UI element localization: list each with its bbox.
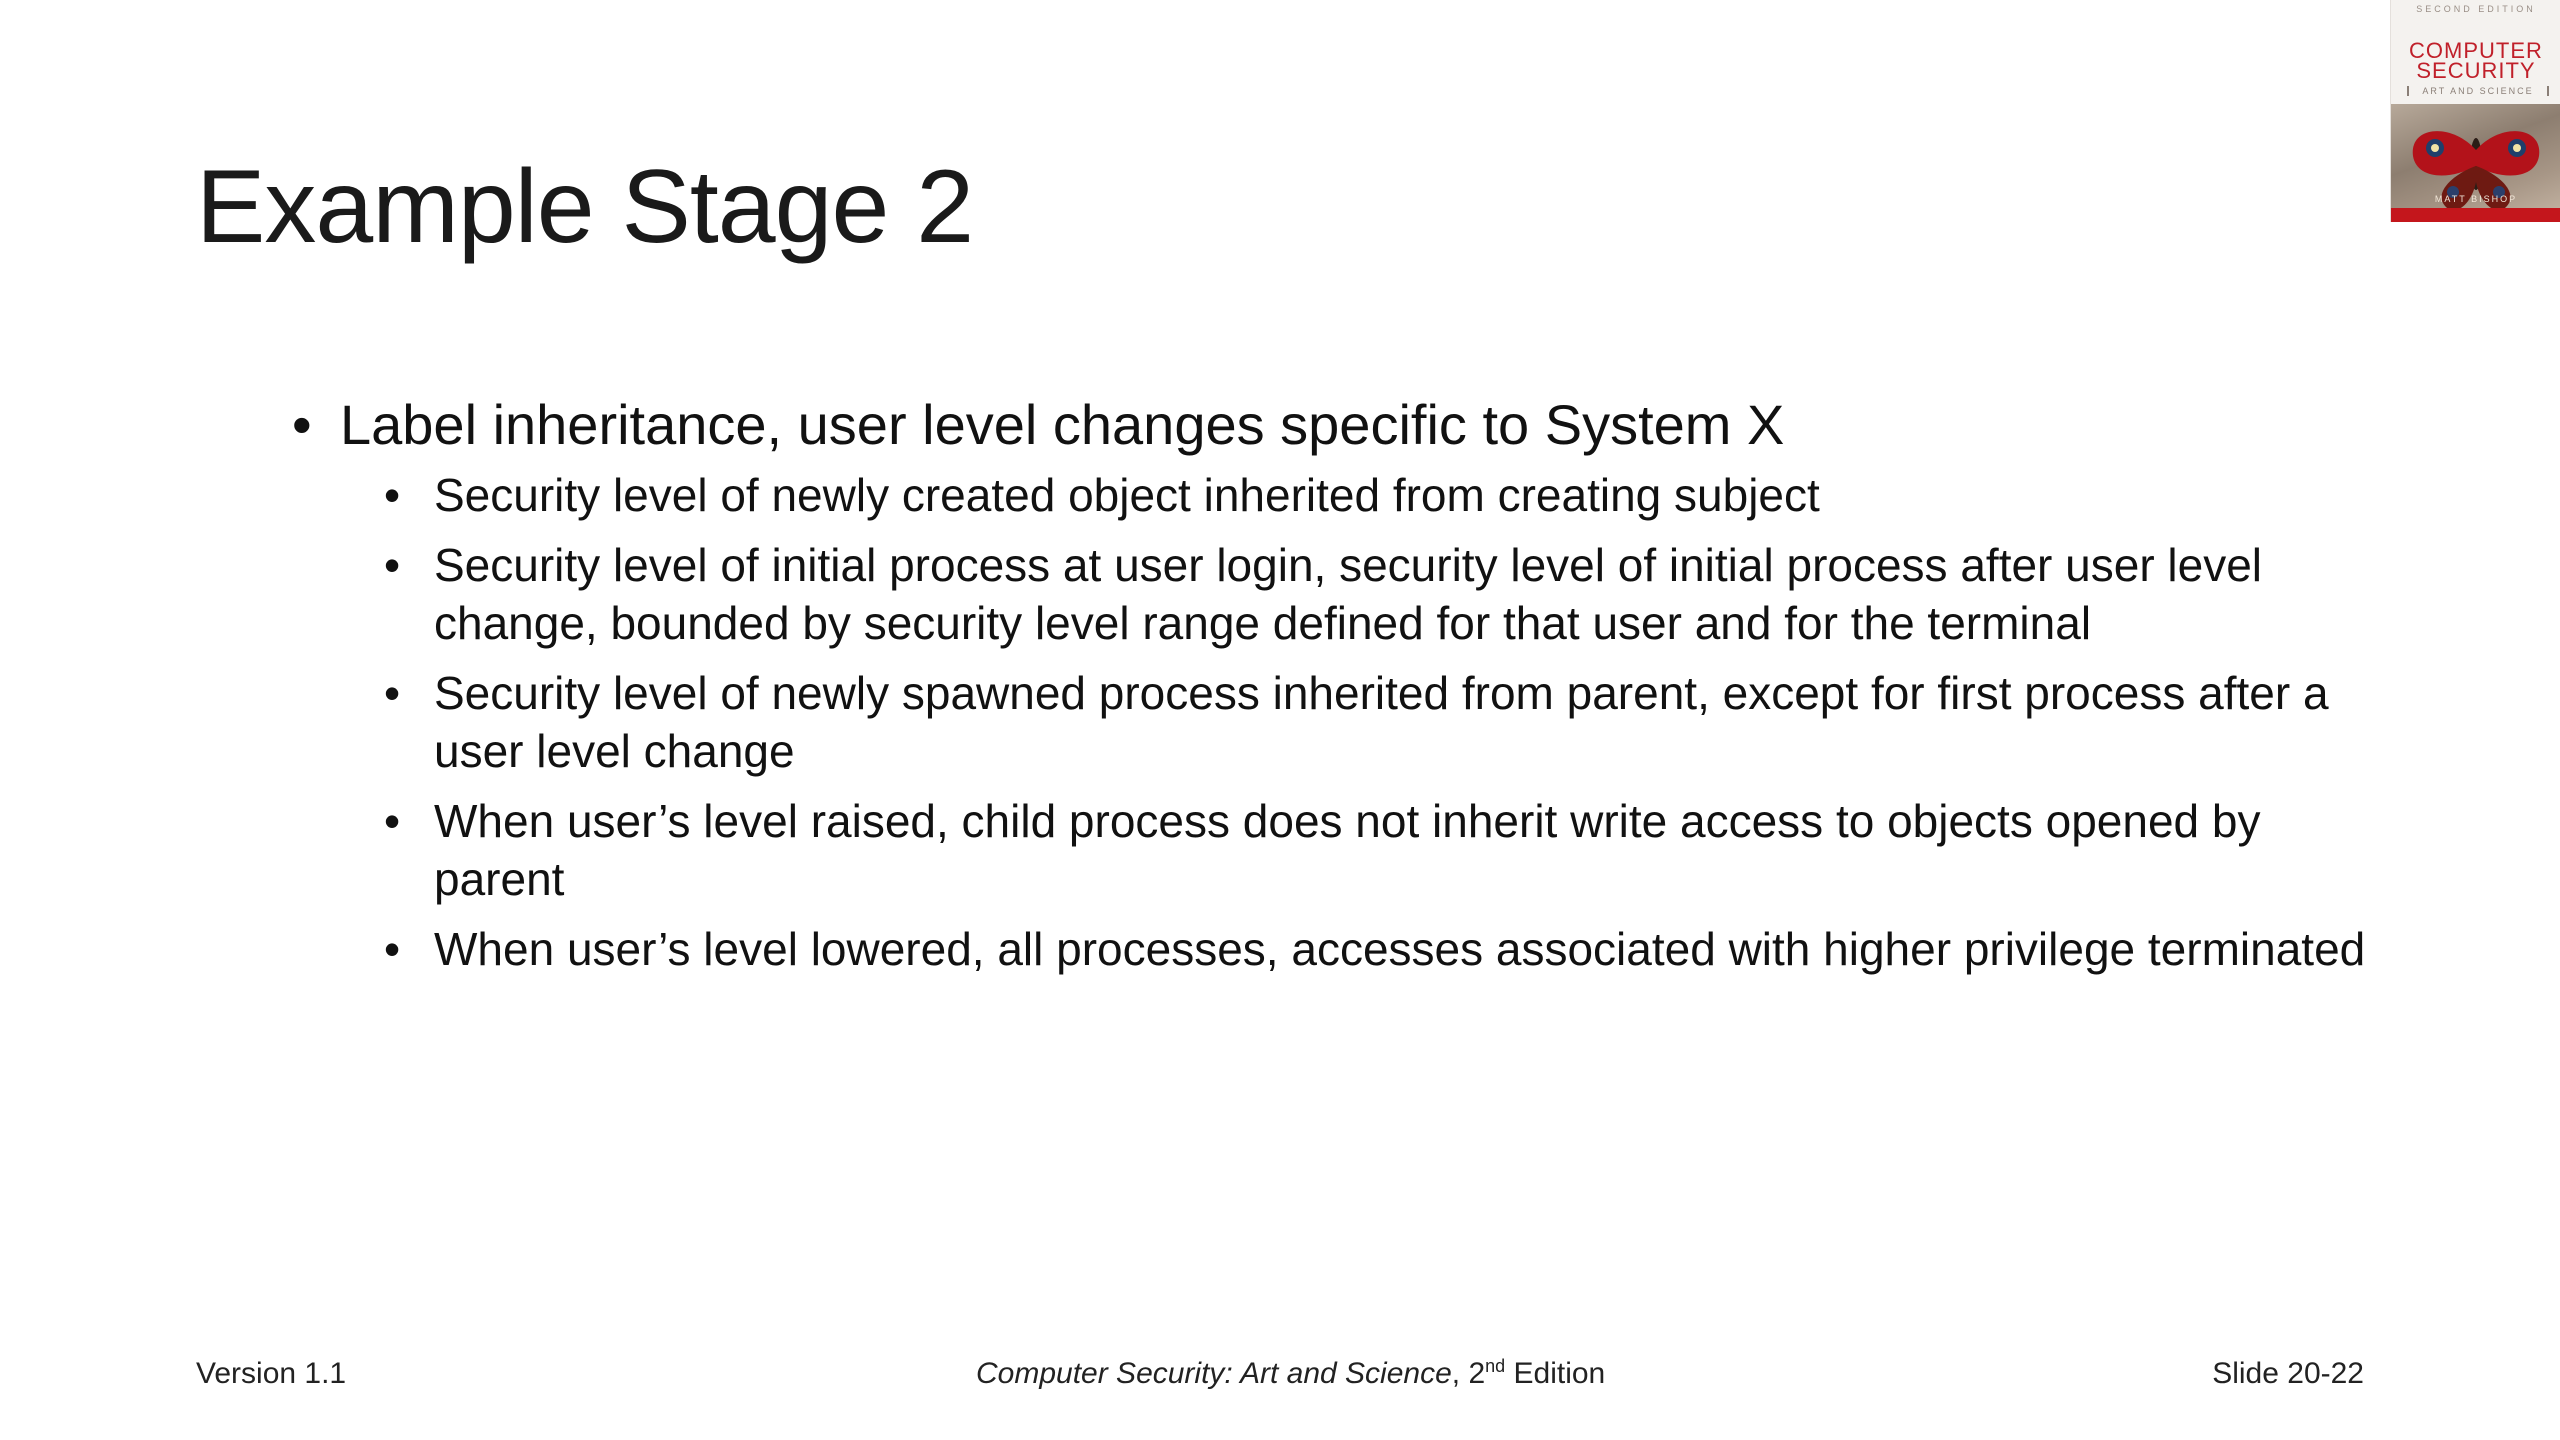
sub-bullet-list	[340, 466, 2370, 978]
cover-title-line2: SECURITY	[2416, 58, 2536, 83]
cover-author: MATT BISHOP	[2434, 194, 2518, 204]
butterfly-icon	[2391, 104, 2560, 222]
slide-title: Example Stage 2	[196, 149, 974, 265]
cover-photo	[2391, 104, 2560, 222]
sub-bullet-item: • Security level of initial process at user login, security level of initial process after user level change, bounded by security level range defined for that user and for the terminal	[384, 536, 2370, 652]
cover-red-band	[2391, 208, 2560, 222]
footer-edition-sep: , 2	[1451, 1357, 1486, 1390]
sub-bullet-item: • Security level of newly spawned process inherited from parent, except for first process after a user level change	[384, 664, 2370, 780]
footer-slide-number: Slide 20-22	[2212, 1357, 2364, 1390]
sub-bullet-item: • Security level of newly created object inherited from creating subject	[384, 466, 2370, 524]
bullet-list	[290, 392, 2370, 978]
footer-book-citation	[976, 1354, 1616, 1394]
bullet-item	[290, 392, 2370, 978]
cover-title-line1: COMPUTER	[2409, 38, 2543, 63]
slide-content	[290, 392, 2370, 990]
cover-subtitle: ART AND SCIENCE	[2407, 86, 2549, 96]
footer-version: Version 1.1	[196, 1357, 347, 1390]
book-cover-thumbnail	[2390, 0, 2560, 222]
footer-edition-sup: nd	[1485, 1356, 1506, 1376]
cover-edition: SECOND EDITION	[2416, 4, 2536, 14]
sub-bullet-item: • When user’s level raised, child process does not inherit write access to objects opened by parent	[384, 792, 2370, 908]
footer-book-title: Computer Security: Art and Science	[976, 1357, 1452, 1390]
sub-bullet-item: • When user’s level lowered, all processes, accesses associated with higher privilege terminated	[384, 920, 2370, 978]
bullet-text: Label inheritance, user level changes specific to System X	[340, 393, 1785, 456]
footer-edition-rest: Edition	[1505, 1357, 1606, 1390]
